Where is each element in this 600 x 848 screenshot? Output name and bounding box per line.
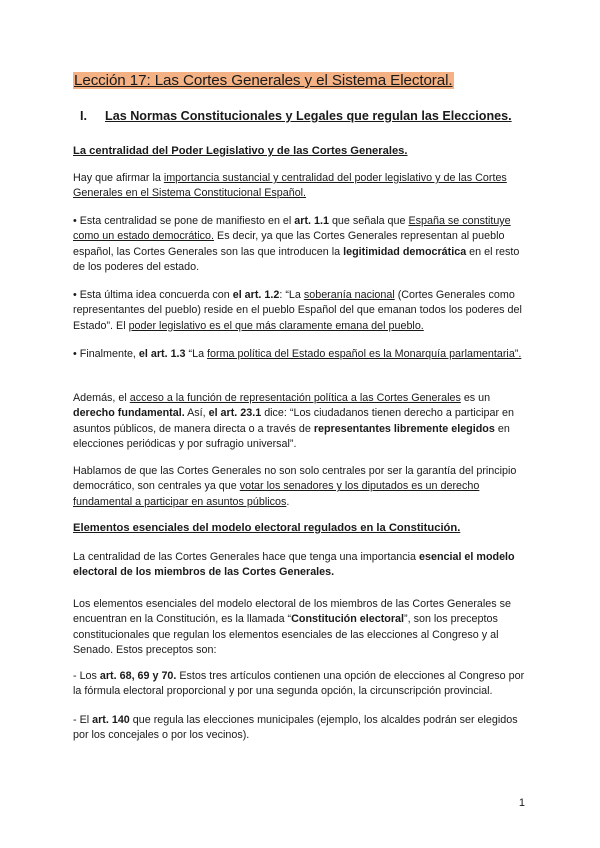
- lesson-title: Lección 17: Las Cortes Generales y el Sistema Electoral.: [74, 72, 453, 89]
- paragraph-2: • Esta centralidad se pone de manifiesto en el art. 1.1 que señala que España se constituye como un estado democrático. Es decir, ya que las Cortes Generales representan al pueblo español, las Cortes Generales son las que introducen la legitimidad democrática en el resto de los poderes del estado.: [73, 215, 520, 273]
- paragraph-9: - Los art. 68, 69 y 70. Estos tres artículos contienen una opción de elecciones al Congreso por la fórmula electoral proporcional y por una segunda opción, la circunscripción provincial.: [73, 670, 525, 698]
- paragraph-10: - El art. 140 que regula las elecciones municipales (ejemplo, los alcaldes podrán ser elegidos por los concejales o por los vecinos).: [73, 714, 518, 742]
- paragraph-3: • Esta última idea concuerda con el art. 1.2: “La soberanía nacional (Cortes Generales como representantes del pueblo) reside en el pueblo Español del que emanan todos los poderes del Estado”. El poder legislativo es el que más claramente emana del pueblo.: [73, 289, 522, 332]
- paragraph-8: Los elementos esenciales del modelo electoral de los miembros de las Cortes Generales se encuentran en la Constitución, es la llamada “Constitución electoral”, son los preceptos constitucionales que regulan los elementos esenciales de las elecciones al Congreso y al Senado. Estos preceptos son:: [73, 598, 511, 656]
- section-number: I.: [80, 109, 87, 123]
- section-heading: [80, 109, 512, 123]
- subheading-elementos: Elementos esenciales del modelo electoral regulados en la Constitución.: [73, 522, 461, 534]
- page-number: 1: [518, 797, 525, 809]
- section-title: Las Normas Constitucionales y Legales que regulan las Elecciones.: [105, 109, 512, 123]
- paragraph-5: Además, el acceso a la función de representación política a las Cortes Generales es un derecho fundamental. Así, el art. 23.1 dice: “Los ciudadanos tienen derecho a participar en asuntos públicos, de manera directa o a través de representantes libremente elegidos en elecciones periódicas y por sufragio universal”.: [73, 392, 514, 450]
- paragraph-1: Hay que afirmar la importancia sustancial y centralidad del poder legislativo y de las Cortes Generales en el Sistema Constitucional Español.: [73, 172, 507, 200]
- paragraph-7: La centralidad de las Cortes Generales hace que tenga una importancia esencial el modelo electoral de los miembros de las Cortes Generales.: [73, 551, 515, 579]
- paragraph-6: Hablamos de que las Cortes Generales no son solo centrales por ser la garantía del principio democrático, son centrales ya que votar los senadores y los diputados es un derecho fundamental a participar en asuntos públicos.: [73, 465, 517, 508]
- subheading-centralidad: La centralidad del Poder Legislativo y de las Cortes Generales.: [73, 145, 408, 157]
- paragraph-4: • Finalmente, el art. 1.3 “La forma política del Estado español es la Monarquía parlamentaria”.: [73, 348, 522, 360]
